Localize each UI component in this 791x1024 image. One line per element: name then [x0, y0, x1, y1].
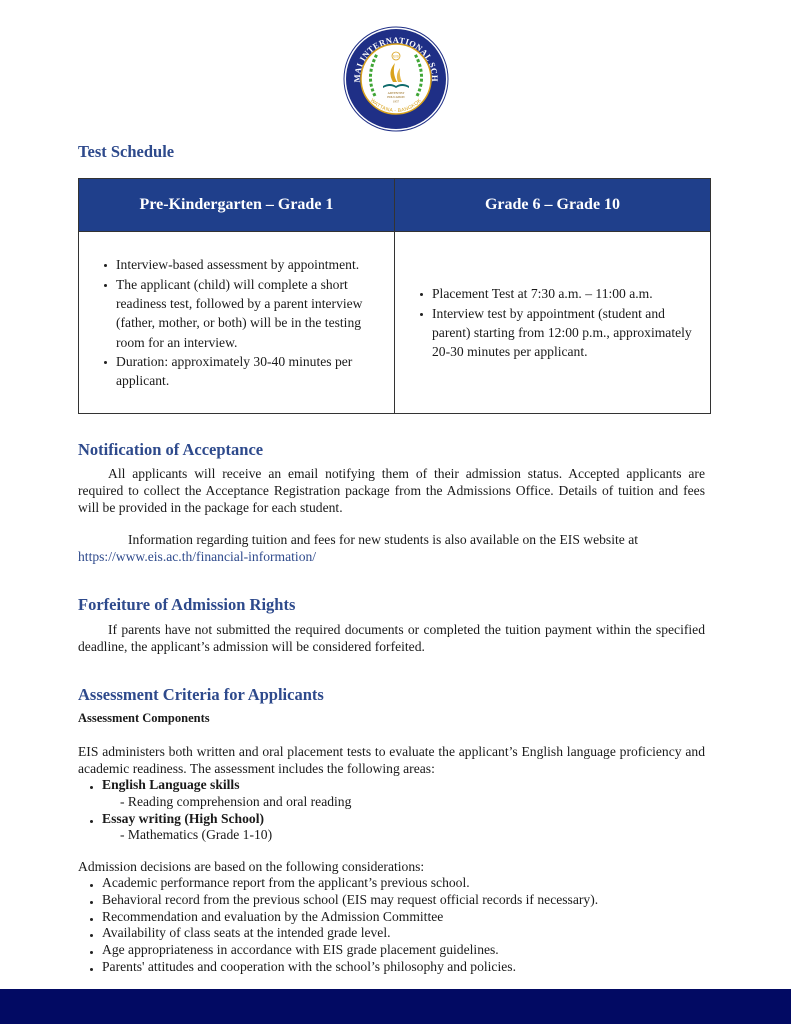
table-cell-grade6-grade10: [394, 232, 710, 414]
tuition-info-paragraph: [78, 531, 705, 565]
svg-text:EKAMAI INTERNATIONAL SCHOOL: MAI INTERNATIONAL SCH: [351, 34, 441, 83]
list-item: Academic performance report from the applicant’s previous school.: [102, 875, 598, 892]
table-cell-prek-grade1: [79, 232, 394, 414]
table-body-row: [79, 231, 710, 414]
area-detail: - Mathematics (Grade 1-10): [120, 827, 273, 843]
forfeiture-heading: Forfeiture of Admission Rights: [78, 595, 296, 614]
svg-text:ADVENTIST: ADVENTIST: [387, 91, 405, 95]
list-item: Interview test by appointment (student and parent) starting from 12:00 p.m., approximately 20-30 minutes per applicant.: [432, 304, 700, 362]
assessment-components-subheading: Assessment Components: [78, 711, 210, 725]
list-item: The applicant (child) will complete a short readiness test, followed by a parent interview (father, mother, or both) will be in the testing room for an interview.: [116, 275, 382, 352]
school-logo: [343, 26, 449, 132]
list-item: Availability of class seats at the intended grade level.: [102, 925, 598, 942]
test-schedule-heading: Test Schedule: [78, 142, 175, 161]
decisions-intro: Admission decisions are based on the following considerations:: [78, 859, 425, 874]
table-header-row: [79, 179, 710, 231]
decisions-list: [78, 875, 598, 976]
area-label: Essay writing (High School): [102, 810, 265, 826]
school-seal-icon: [343, 26, 449, 132]
list-item: [102, 811, 351, 845]
svg-text:EIS: EIS: [393, 54, 399, 59]
column-header-prek-grade1: Pre-Kindergarten – Grade 1: [139, 196, 334, 213]
forfeiture-paragraph: If parents have not submitted the required documents or completed the tuition payment within the specified deadline, the applicant’s admission will be considered forfeited.: [78, 622, 705, 654]
svg-text:EDUCATION: EDUCATION: [387, 95, 405, 99]
assessment-heading: Assessment Criteria for Applicants: [78, 685, 324, 704]
test-schedule-table: [78, 178, 711, 414]
list-item: Interview-based assessment by appointment.: [116, 255, 382, 274]
financial-info-link[interactable]: https://www.eis.ac.th/financial-information/: [78, 549, 317, 564]
list-item: Parents' attitudes and cooperation with the school’s philosophy and policies.: [102, 959, 598, 976]
assessment-intro: EIS administers both written and oral placement tests to evaluate the applicant’s English language proficiency and academic readiness. The assessment includes the following areas:: [78, 744, 705, 776]
notification-paragraph: All applicants will receive an email notifying them of their admission status. Accepted applicants are required to collect the Acceptance Registration package from the Admissions Office. Details of tuition and fees will be provided in the package for each student.: [78, 466, 705, 515]
list-item: [102, 777, 351, 811]
list-item: Age appropriateness in accordance with EIS grade placement guidelines.: [102, 942, 598, 959]
list-item: Duration: approximately 30-40 minutes per applicant.: [116, 352, 382, 391]
area-detail: - Reading comprehension and oral reading: [120, 793, 352, 809]
list-item: Recommendation and evaluation by the Admission Committee: [102, 909, 598, 926]
svg-text:WATTANA - BANGKOK: WATTANA - BANGKOK: [368, 97, 424, 115]
column-header-grade6-grade10: Grade 6 – Grade 10: [394, 179, 710, 231]
area-label: English Language skills: [102, 777, 240, 792]
list-item: Behavioral record from the previous school (EIS may request official records if necessary).: [102, 891, 599, 907]
notification-heading: Notification of Acceptance: [78, 440, 264, 459]
footer-bar: [0, 989, 791, 1024]
list-item: Placement Test at 7:30 a.m. – 11:00 a.m.: [432, 284, 700, 303]
tuition-info-text: Information regarding tuition and fees for new students is also available on the EIS website at: [128, 532, 639, 547]
svg-text:1957: 1957: [393, 99, 399, 104]
assessment-areas-list: [78, 777, 351, 844]
